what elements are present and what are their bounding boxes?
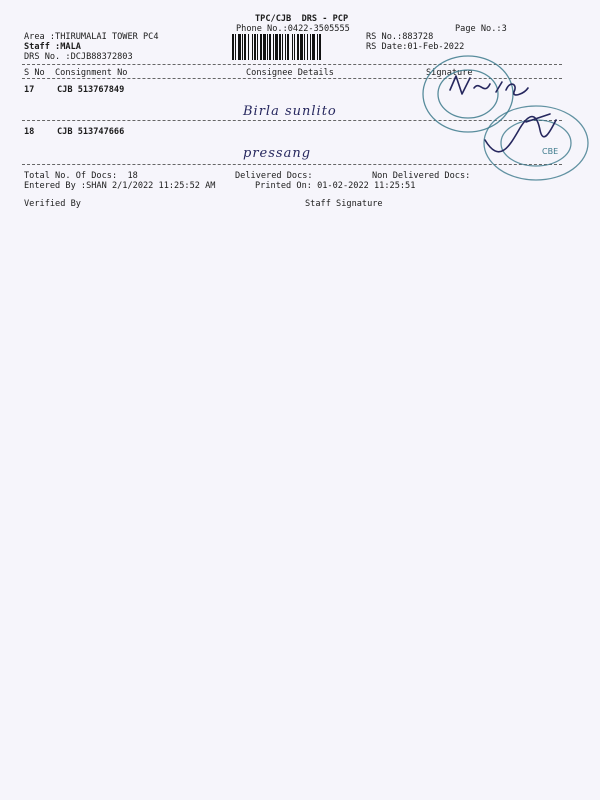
rs-date: RS Date:01-Feb-2022	[366, 42, 465, 52]
printed-on: Printed On: 01-02-2022 11:25:51	[255, 181, 416, 191]
row-17-handwritten-consignee: Birla sunlito	[243, 104, 337, 119]
rs-number: RS No.:883728	[366, 32, 434, 42]
page-number: Page No.:3	[455, 24, 507, 34]
area-label: Area :THIRUMALAI TOWER PC4	[24, 32, 159, 42]
column-header-consignee: Consignee Details	[246, 68, 334, 78]
document-title: TPC/CJB DRS - PCP	[255, 14, 349, 24]
row-17-consignment: CJB 513767849	[57, 85, 125, 95]
drs-number: DRS No. :DCJB88372803	[24, 52, 133, 62]
stamp-city-text: CBE	[542, 147, 559, 156]
entered-by: Entered By :SHAN 2/1/2022 11:25:52 AM	[24, 181, 216, 191]
row-18-handwritten-consignee: pressang	[243, 146, 312, 161]
column-header-sno: S No	[24, 68, 45, 78]
receiver-signature	[440, 70, 570, 170]
column-header-signature: Signature	[426, 68, 473, 78]
column-header-consignment: Consignment No	[55, 68, 128, 78]
staff-signature-label: Staff Signature	[305, 199, 383, 209]
staff-label: Staff :MALA	[24, 42, 81, 52]
row-18-consignment: CJB 513747666	[57, 127, 125, 137]
verified-by-label: Verified By	[24, 199, 81, 209]
barcode	[232, 34, 358, 60]
phone-number: Phone No.:0422-3505555	[236, 24, 350, 34]
row-17-sno: 17	[24, 85, 35, 95]
total-docs: Total No. Of Docs: 18	[24, 171, 138, 181]
row-18-sno: 18	[24, 127, 35, 137]
delivered-docs: Delivered Docs:	[235, 171, 313, 181]
non-delivered-docs: Non Delivered Docs:	[372, 171, 471, 181]
